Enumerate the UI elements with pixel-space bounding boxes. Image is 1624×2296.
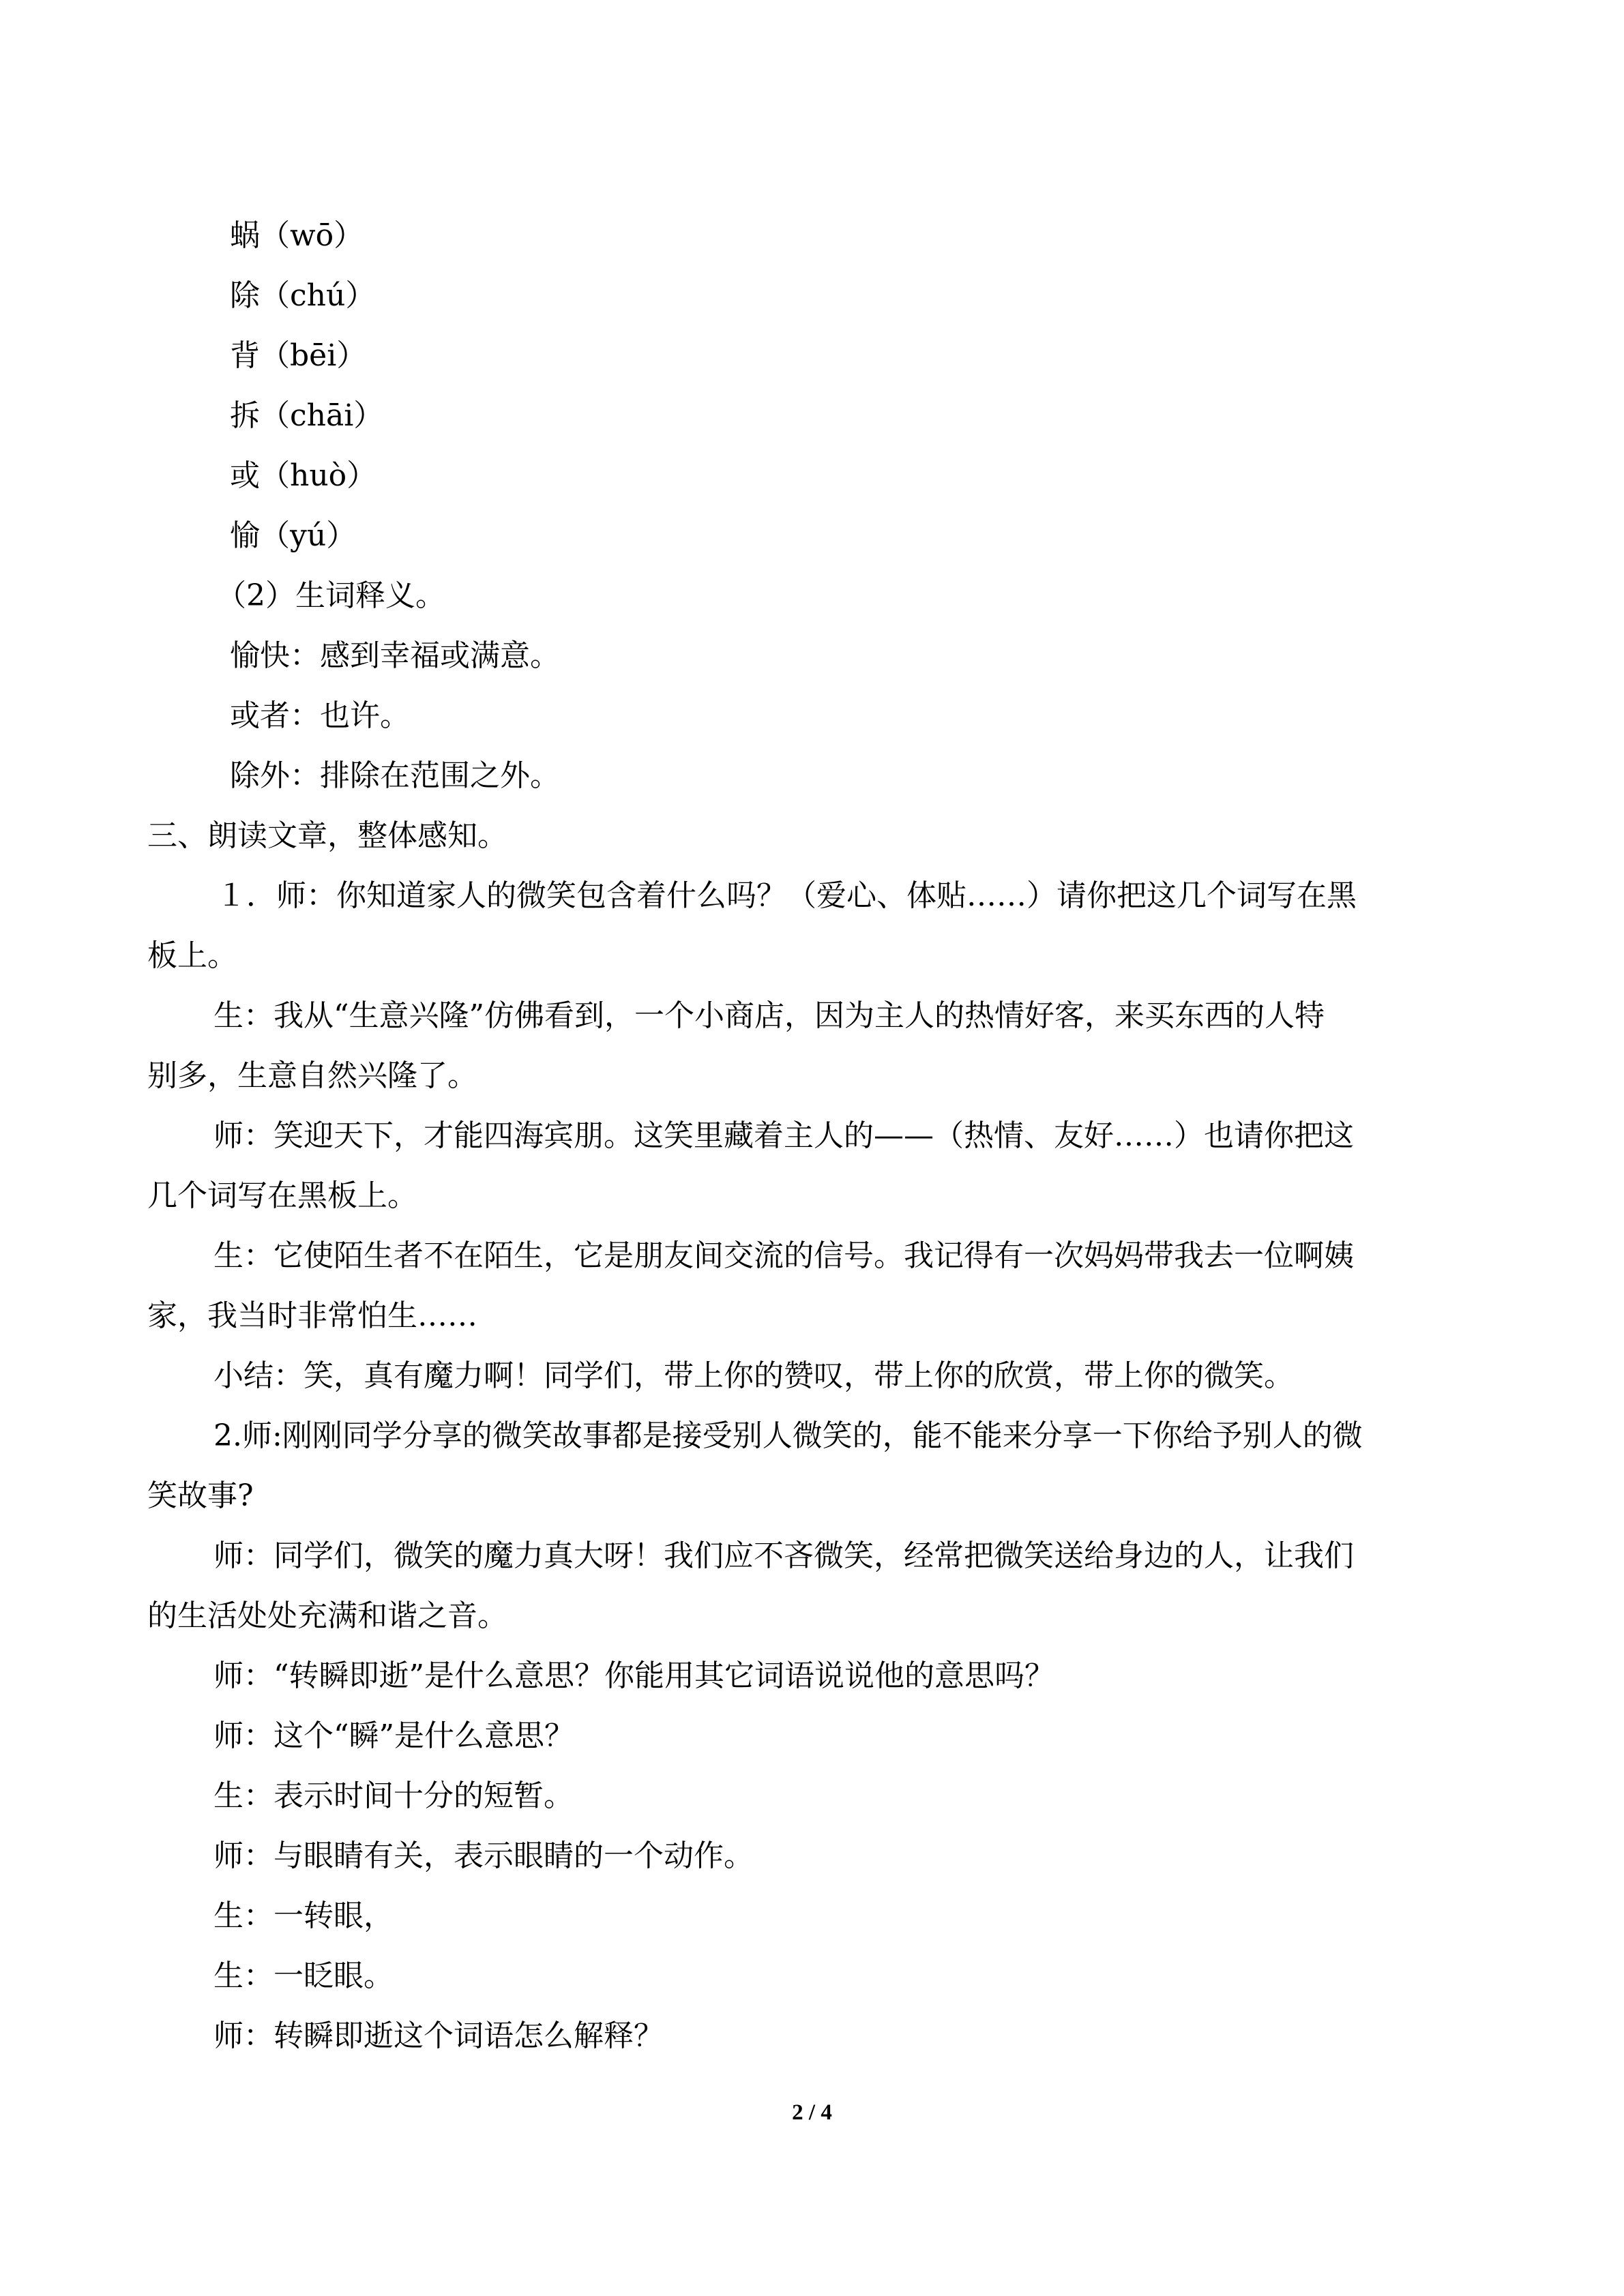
text-line: 除（chú） [230,278,376,313]
text-line: 除外：排除在范围之外。 [230,758,560,793]
text-line: 家，我当时非常怕生…… [147,1298,477,1333]
text-line: 师：笑迎天下，才能四海宾朋。这笑里藏着主人的——（热情、友好……）也请你把这 [213,1118,1354,1153]
text-line: 几个词写在黑板上。 [147,1178,417,1213]
text-line: 蜗（wō） [230,218,364,253]
text-line: 板上。 [147,938,237,973]
text-line: 师：这个“瞬”是什么意思？ [213,1718,574,1753]
text-line: 或（huò） [230,458,377,493]
text-line: 背（bēi） [230,338,367,373]
text-line: 师：与眼睛有关，表示眼睛的一个动作。 [213,1838,754,1873]
text-line: 的生活处处充满和谐之音。 [147,1598,507,1633]
text-line: 愉（yú） [230,518,357,553]
text-line: 笑故事? [147,1478,254,1513]
text-line: １．师：你知道家人的微笑包含着什么吗？（爱心、体贴……）请你把这几个词写在黑 [216,878,1357,913]
text-line: 拆（chāi） [230,398,384,433]
text-line: 师：同学们，微笑的魔力真大呀！我们应不吝微笑，经常把微笑送给身边的人，让我们 [213,1538,1354,1573]
text-line: 师：转瞬即逝这个词语怎么解释？ [213,2018,664,2053]
text-line: （2）生词释义。 [216,578,445,613]
text-line: 小结：笑，真有魔力啊！同学们，带上你的赞叹，带上你的欣赏，带上你的微笑。 [213,1358,1294,1393]
text-line: 或者：也许。 [230,698,410,733]
text-line: 师：“转瞬即逝”是什么意思？你能用其它词语说说他的意思吗？ [213,1658,1054,1693]
text-line: 别多，生意自然兴隆了。 [147,1058,477,1093]
text-line: 生：一眨眼。 [213,1958,394,1993]
text-line: 愉快：感到幸福或满意。 [230,638,560,673]
text-line: 生：它使陌生者不在陌生，它是朋友间交流的信号。我记得有一次妈妈带我去一位啊姨 [213,1238,1354,1273]
page-number: 2 / 4 [792,2100,832,2125]
text-line: 生：表示时间十分的短暂。 [213,1778,574,1813]
text-line: 生：我从“生意兴隆”仿佛看到，一个小商店，因为主人的热情好客，来买东西的人特 [213,998,1325,1033]
section-heading: 三、朗读文章，整体感知。 [147,818,507,853]
text-line: 2.师:刚刚同学分享的微笑故事都是接受别人微笑的，能不能来分享一下你给予别人的微 [213,1418,1363,1453]
text-line: 生：一转眼， [213,1898,394,1933]
